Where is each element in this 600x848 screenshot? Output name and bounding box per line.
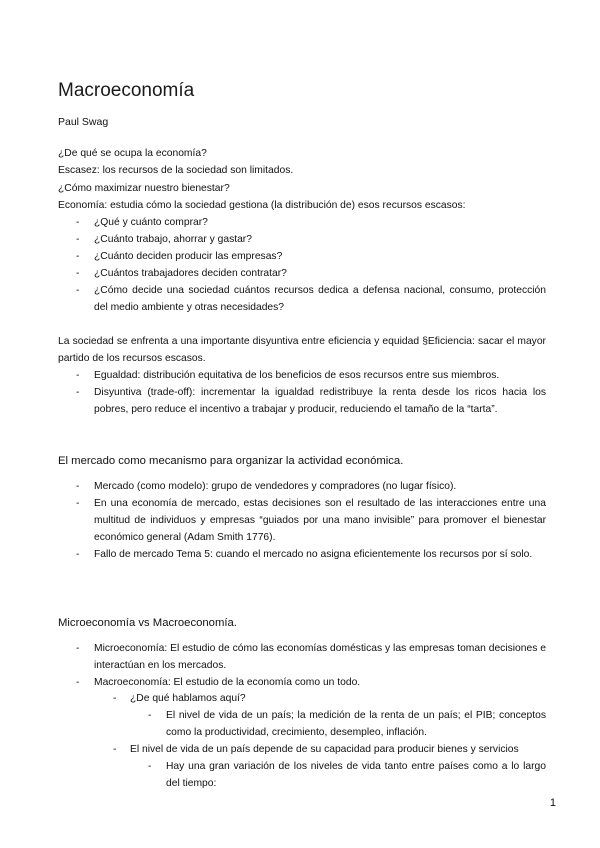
list-item: [148, 758, 546, 792]
bullet-dash: -: [76, 251, 80, 262]
list-item-text: Disyuntiva (trade-off): incrementar la igualdad redistribuye la renta desde los ricos hacia los pobres, pero reduce el incentivo a trabajar y producir, reduciendo el tamaño de la “tarta”.: [94, 387, 546, 415]
intro-line: Escasez: los recursos de la sociedad son limitados.: [58, 165, 294, 176]
author-name: Paul Swag: [58, 116, 109, 128]
bullet-dash: -: [148, 710, 152, 721]
list-item-text: Hay una gran variación de los niveles de vida tanto entre países como a lo largo del tiempo:: [166, 761, 546, 789]
bullet-dash: -: [76, 268, 80, 279]
bullet-dash: -: [76, 481, 80, 492]
page-number: 1: [549, 797, 556, 809]
intro-line: ¿Cómo maximizar nuestro bienestar?: [58, 183, 230, 194]
list-item-text: ¿Cuántos trabajadores deciden contratar?: [94, 268, 287, 279]
bullet-dash: -: [76, 370, 80, 381]
paragraph-text: La sociedad se enfrenta a una importante disyuntiva entre eficiencia y equidad §Eficiencia: sacar el mayor partido de los recursos escasos.: [58, 336, 546, 364]
list-item: [76, 282, 546, 316]
list-item: [76, 478, 546, 495]
bullet-dash: -: [76, 387, 80, 398]
list-item-text: ¿Cuánto trabajo, ahorrar y gastar?: [94, 234, 252, 245]
intro-line: ¿De qué se ocupa la economía?: [58, 148, 207, 159]
list-item: [76, 546, 546, 580]
document-title: Macroeconomía: [58, 80, 195, 101]
list-item: [113, 741, 546, 758]
bullet-dash: -: [76, 234, 80, 245]
bullet-dash: -: [148, 761, 152, 772]
list-item: [76, 248, 546, 265]
list-item: [76, 214, 546, 231]
list-item: [76, 231, 546, 248]
list-item: [76, 640, 546, 674]
list-item-text: Fallo de mercado Tema 5: cuando el mercado no asigna eficientemente los recursos por sí solo.: [94, 549, 533, 560]
list-item: [76, 367, 546, 384]
list-item-text: En una economía de mercado, estas decisiones son el resultado de las interacciones entre una multitud de individuos y empresas “guiados por una mano invisible” para promover el bienestar económico general (Adam Smith 1776).: [94, 498, 546, 543]
list-item: [76, 384, 546, 418]
list-item: [76, 495, 546, 546]
list-item-text: ¿Cuánto deciden producir las empresas?: [94, 251, 283, 262]
bullet-dash: -: [76, 643, 80, 654]
list-item-text: ¿De qué hablamos aquí?: [130, 693, 246, 704]
bullet-dash: -: [113, 693, 117, 704]
bullet-dash: -: [76, 285, 80, 296]
list-item-text: El nivel de vida de un país; la medición de la renta de un país; el PIB; conceptos como la productividad, crecimiento, desempleo, inflación.: [166, 710, 546, 738]
intro-line: Economía: estudia cómo la sociedad gestiona (la distribución de) esos recursos escasos:: [58, 200, 466, 211]
bullet-dash: -: [76, 677, 80, 688]
list-item: [76, 265, 546, 282]
list-item-text: Mercado (como modelo): grupo de vendedores y compradores (no lugar físico).: [94, 481, 457, 492]
list-item: [76, 674, 546, 691]
list-item: [113, 690, 546, 707]
list-item-text: ¿Cómo decide una sociedad cuántos recursos dedica a defensa nacional, consumo, protección del medio ambiente y otras necesidades?: [94, 285, 546, 313]
bullet-dash: -: [76, 498, 80, 509]
bullet-dash: -: [76, 217, 80, 228]
bullet-dash: -: [113, 744, 117, 755]
list-item-text: Macroeconomía: El estudio de la economía como un todo.: [94, 677, 361, 688]
section-heading: Microeconomía vs Macroeconomía.: [58, 617, 237, 629]
bullet-dash: -: [76, 549, 80, 560]
paragraph: [58, 333, 546, 367]
list-item-text: Egualdad: distribución equitativa de los beneficios de esos recursos entre sus miembros.: [94, 370, 500, 381]
list-item-text: ¿Qué y cuánto comprar?: [94, 217, 208, 228]
list-item-text: El nivel de vida de un país depende de su capacidad para producir bienes y servicios: [130, 744, 519, 755]
list-item-text: Microeconomía: El estudio de cómo las economías domésticas y las empresas toman decisiones e interactúan en los mercados.: [94, 643, 546, 671]
list-item: [148, 707, 546, 741]
section-heading: El mercado como mecanismo para organizar la actividad económica.: [58, 455, 404, 467]
